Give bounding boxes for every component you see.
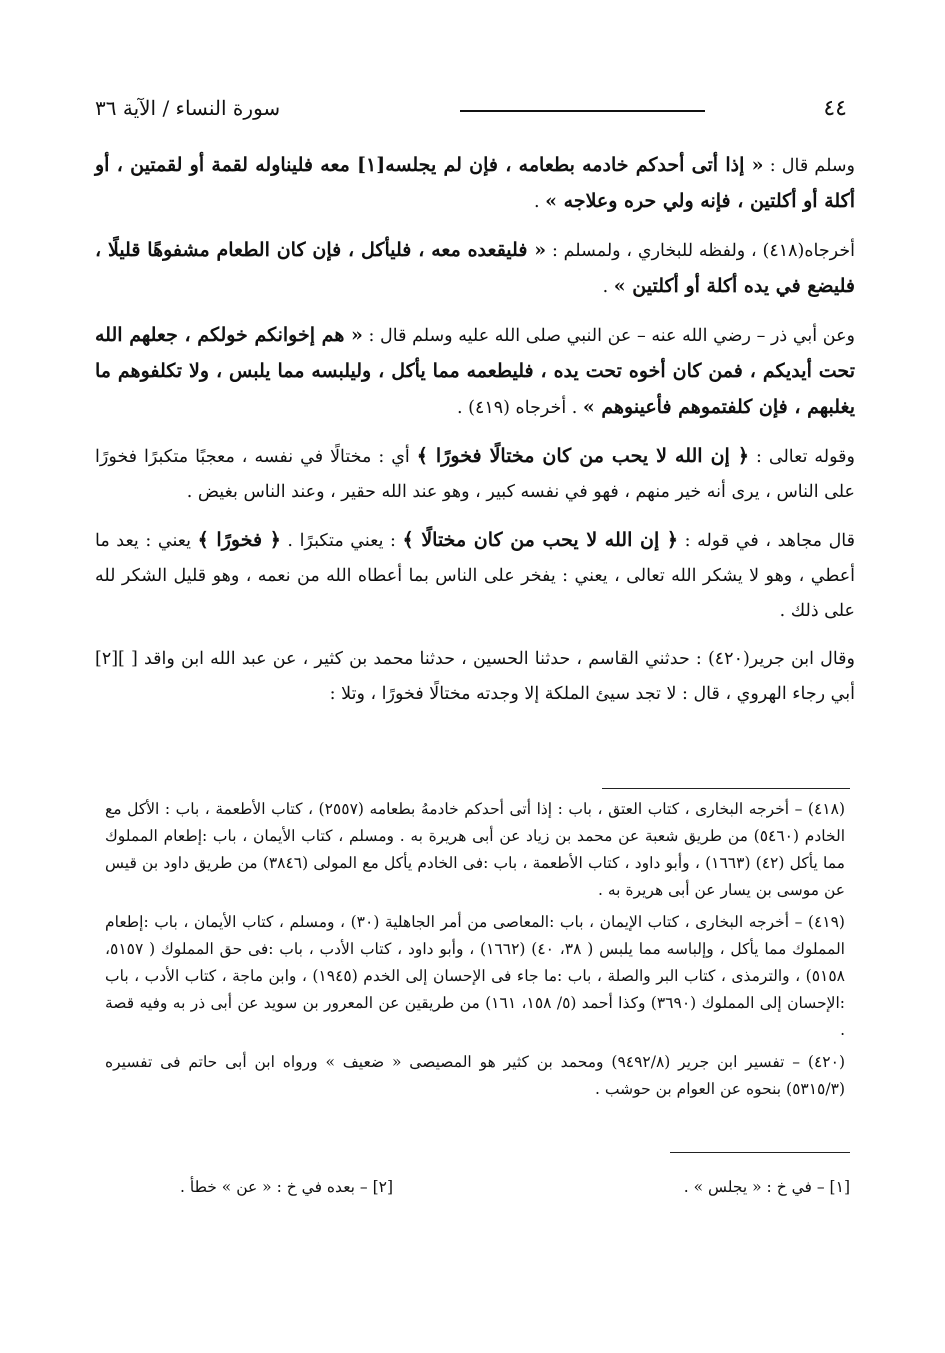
paragraph-2-end: .: [602, 277, 614, 297]
hadith-quote-2: « فليقعده معه ، فليأكل ، فإن كان الطعام مشفوهًا قليلًا ، فليضع في يده أكلة أو أكلتين »: [95, 239, 855, 297]
footnote-418: (٤١٨) – أخرجه البخارى ، كتاب العتق ، باب : إذا أتى أحدكم خادمهُ بطعامه (٢٥٥٧) ، كتاب الأطعمة ، باب : الأكل مع الخادم (٥٤٦٠) من طريق شعبة عن محمد بن زياد عن أبى هريرة به . ومسلم ، كتاب الأيمان ، باب :إطعام المملوك مما يأكل (٤٢) (١٦٦٣) ، وأبو داود ، كتاب الأطعمة ، باب :فى الخادم يأكل مع المولى (٣٨٤٦) من طريق داود بن قيس عن موسى بن يسار عن أبى هريرة به .: [105, 800, 846, 899]
paragraph-1: [95, 148, 855, 220]
paragraph-6: وقال ابن جرير(٤٢٠) : حدثني القاسم ، حدثنا الحسين ، حدثنا محمد بن كثير ، عن عبد الله ابن واقد [ ][٢] أبي رجاء الهروي ، قال : لا تجد سيئ الملكة إلا وجدته مختالًا فخورًا ، وتلا :: [95, 649, 856, 704]
paragraph-5-commentary: يعني : يعد ما أعطي ، وهو لا يشكر الله تعالى ، يعني : يفخر على الناس بما أعطاه الله من نعمه ، وهو قليل الشكر لله على ذلك .: [95, 531, 855, 621]
quran-verse-1: ﴿ إن الله لا يحب من كان مختالًا فخورًا ﴾: [416, 445, 750, 467]
quran-verse-2: ﴿ إن الله لا يحب من كان مختالًا ﴾: [402, 529, 679, 551]
footnote-419: (٤١٩) – أخرجه البخارى ، كتاب الإيمان ، باب :المعاصى من أمر الجاهلية (٣٠) ، ومسلم ، كتاب الأيمان ، باب :إطعام المملوك مما يأكل ، وإلباسه مما يلبس ( ٣٨، ٤٠) (١٦٦٢) ، وأبو داود ، كتاب الأدب ، باب :فى حق المملوك ( ٥١٥٧، ٥١٥٨) ، والترمذى ، كتاب البر والصلة ، باب :ما جاء فى الإحسان إلى الخدم (١٩٤٥) ، وابن ماجة ، كتاب الأدب ، باب :الإحسان إلى المملوك (٣٦٩٠) وكذا أحمد (٥/ ١٥٨، ١٦١) من طريقين عن المعرور بن سويد عن أبى ذر به وفيه قصة .: [105, 913, 845, 1039]
paragraph-3: [95, 318, 855, 426]
paragraph-5-intro: قال مجاهد ، في قوله :: [678, 531, 856, 551]
footnote-420: (٤٢٠) – تفسير ابن جرير (٩٤٩٢/٨) ومحمد بن كثير هو المصيصى « ضعيف » ورواه ابن أبى حاتم فى تفسيره (٥٣١٥/٣) بنحوه عن العوام بن حوشب .: [105, 1053, 845, 1098]
variant-notes: [180, 1178, 850, 1208]
page-number: ٤٤: [823, 96, 847, 121]
hadith-quote-1: « إذا أتى أحدكم خادمه بطعامه ، فإن لم يجلسه[١] معه فليناوله لقمة أو لقمتين ، أو أكلة أو أكلتين ، فإنه ولي حره وعلاجه »: [95, 154, 855, 212]
page-header: [95, 92, 855, 128]
paragraph-4-commentary: أي : مختالًا في نفسه ، معجبًا متكبرًا فخورًا على الناس ، يرى أنه خير منهم ، فهو في نفسه كبير ، وهو عند الله حقير ، وعند الناس بغيض .: [95, 447, 855, 502]
paragraph-3-end: . أخرجاه (٤١٩) .: [457, 398, 583, 418]
paragraph-3-intro: وعن أبي ذر – رضي الله عنه – عن النبي صلى الله عليه وسلم قال :: [362, 326, 855, 346]
paragraph-4: [95, 439, 855, 510]
paragraph-4-intro: وقوله تعالى :: [749, 447, 855, 467]
paragraph-5-middle: : يعني متكبرًا .: [280, 531, 403, 551]
paragraph-2: [95, 233, 855, 305]
paragraph-5: [95, 523, 855, 629]
footnotes: [105, 796, 845, 1108]
variant-note-1: [١] – في خ : « يجلس » .: [683, 1178, 850, 1196]
quran-verse-3: ﴿ فخورًا ﴾: [197, 529, 281, 551]
variant-notes-rule: [670, 1152, 850, 1153]
variant-note-2: [٢] – بعده في خ : « عن » خطأ .: [180, 1178, 394, 1196]
paragraph-2-intro: أخرجاه(٤١٨) ، ولفظه للبخاري ، ولمسلم :: [546, 241, 856, 261]
main-text: [95, 148, 855, 725]
running-title: سورة النساء / الآية ٣٦: [95, 96, 281, 120]
paragraph-1-intro: وسلم قال :: [763, 156, 855, 176]
paragraph-1-end: .: [534, 192, 546, 212]
hadith-quote-3: « هم إخوانكم خولكم ، جعلهم الله تحت أيديكم ، فمن كان أخوه تحت يده ، فليطعمه مما يأكل ، وليلبسه مما يلبس ، ولا تكلفوهم ما يغلبهم ، فإن كلفتموهم فأعينوهم »: [95, 324, 855, 418]
footnote-rule: [602, 788, 850, 789]
header-rule: [460, 110, 705, 112]
